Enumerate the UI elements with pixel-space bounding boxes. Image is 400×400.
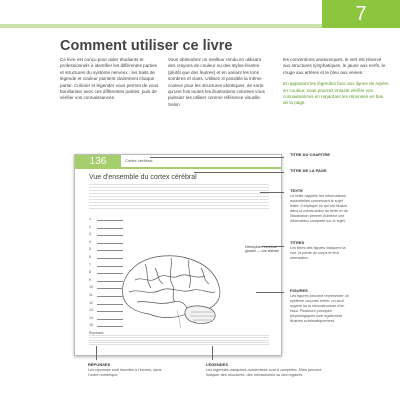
header-rule — [121, 167, 281, 169]
label-number: 3 — [89, 232, 91, 237]
intro-column-3 — [283, 57, 389, 112]
page-heading: Comment utiliser ce livre — [60, 38, 233, 54]
blank-line — [97, 311, 123, 312]
callout-chapter-title: TITRE DU CHAPITRE — [290, 152, 330, 157]
callout-figures-title: FIGURES — [290, 288, 308, 293]
blank-line — [97, 258, 123, 259]
blank-line — [97, 266, 123, 267]
sample-chapter-title: Cortex cérébral — [125, 158, 153, 163]
leader-line — [260, 192, 284, 193]
label-number: 13 — [89, 308, 93, 313]
label-number: 2 — [89, 224, 91, 229]
brain-illustration — [115, 250, 225, 328]
callout-tabs-title: TITRES — [290, 240, 305, 245]
intro-text-3a: les conventions anatomiques, le vert est réservé aux structures lymphatiques, le jaune aux nerfs, le rouge aux artères et le bleu aux veines. — [283, 57, 386, 75]
callout-answers-title: RÉPONSES — [88, 362, 111, 367]
sample-body-text — [89, 184, 269, 210]
label-number: 14 — [89, 315, 93, 320]
answers-text — [89, 335, 269, 347]
intro-text-1: Ce livre est conçu pour aider étudiants et professionnels à identifier les différentes parties et structures du système nerveux ; les traits de légende et couleur pointent clairement chaque partie. Colorier et légender vous permet de vous familiariser avec ces différentes parties, puis de vérifier vos connaissances. — [60, 57, 159, 101]
label-number: 1 — [89, 217, 91, 221]
label-number: 8 — [89, 270, 91, 275]
leader-line — [212, 346, 213, 360]
blank-line — [97, 288, 123, 289]
left-labels — [89, 217, 113, 331]
callout-text-title: TEXTE — [290, 188, 303, 193]
blank-line — [97, 319, 123, 320]
label-number: 12 — [89, 300, 93, 305]
label-number: 11 — [89, 292, 93, 297]
label-number: 4 — [89, 239, 91, 244]
label-number: 9 — [89, 277, 91, 282]
intro-column-2 — [168, 57, 268, 113]
blank-line — [97, 326, 123, 327]
sample-page-title: Vue d'ensemble du cortex cérébral — [89, 174, 197, 181]
blank-line — [97, 250, 123, 251]
callout-page-title: TITRE DE LA PAGE — [290, 168, 327, 173]
leader-line — [256, 292, 284, 293]
callout-legends-title: LÉGENDES — [206, 362, 229, 367]
blank-line — [97, 304, 123, 305]
callout-answers-desc: Les réponses sont inscrites à l'envers, dans l'ordre numérique. — [88, 368, 162, 377]
callout-legends-desc: Les légendes marquées numérotées sont à compléter. Elles peuvent indiquer des structures, des mécanismes ou des organes. — [206, 368, 322, 377]
callout-figures-desc: Les figures peuvent représenter un système corporel entier, un seul organe ou la microstructure d'un tissu. Plusieurs principes physiologiques sont également illustrés schématiquement. — [290, 294, 349, 323]
answers-label: Réponses — [89, 331, 104, 335]
page-number: 7 — [322, 0, 400, 28]
label-number: 7 — [89, 262, 91, 267]
blank-line — [97, 273, 123, 274]
label-number: 15 — [89, 323, 93, 328]
leader-line — [194, 172, 284, 173]
blank-line — [97, 281, 123, 282]
intro-column-1 — [60, 57, 160, 107]
sample-page — [74, 154, 282, 356]
blank-line — [97, 220, 123, 221]
blank-line — [97, 296, 123, 297]
intro-text-3b: En apposant les légendes face aux lignes de repère en couleur, vous pourrez ensuite vérifier vos connaissances en regardant les réponses en bas de la page. — [283, 81, 389, 106]
blank-line — [97, 243, 123, 244]
intro-text-2: Vous obtiendrez un meilleur rendu en utilisant des crayons de couleur ou des stylos-feutres (plutôt que des feutres) et en variant les tons sombres et clairs. Utilisez si possible la même couleur pour les structures identiques, de sorte qu'une fois toutes les illustrations colorées vous puissiez les utiliser comme référence visuelle. Selon — [168, 57, 265, 107]
brain-view-label: Hémisphère cérébral gauche — vue latérale — [245, 245, 279, 253]
sample-chapter-number: 136 — [75, 155, 121, 169]
blank-line — [97, 228, 123, 229]
leader-line — [96, 346, 97, 360]
leader-line — [262, 246, 284, 247]
blank-line — [97, 235, 123, 236]
label-number: 5 — [89, 247, 91, 252]
leader-line — [150, 157, 284, 158]
callout-text-desc: Le texte rappelle les informations essentielles concernant le sujet traité. Il explique ce qui est illustré, dans la construction du texte et de l'illustration permet d'obtenir une information complète sur le sujet. — [290, 194, 349, 223]
callout-tabs-desc: Les titres des figures indiquent la vue, la partie du corps et leur orientation. — [290, 246, 346, 260]
label-number: 10 — [89, 285, 93, 290]
top-bar — [0, 0, 400, 28]
label-number: 6 — [89, 254, 91, 259]
